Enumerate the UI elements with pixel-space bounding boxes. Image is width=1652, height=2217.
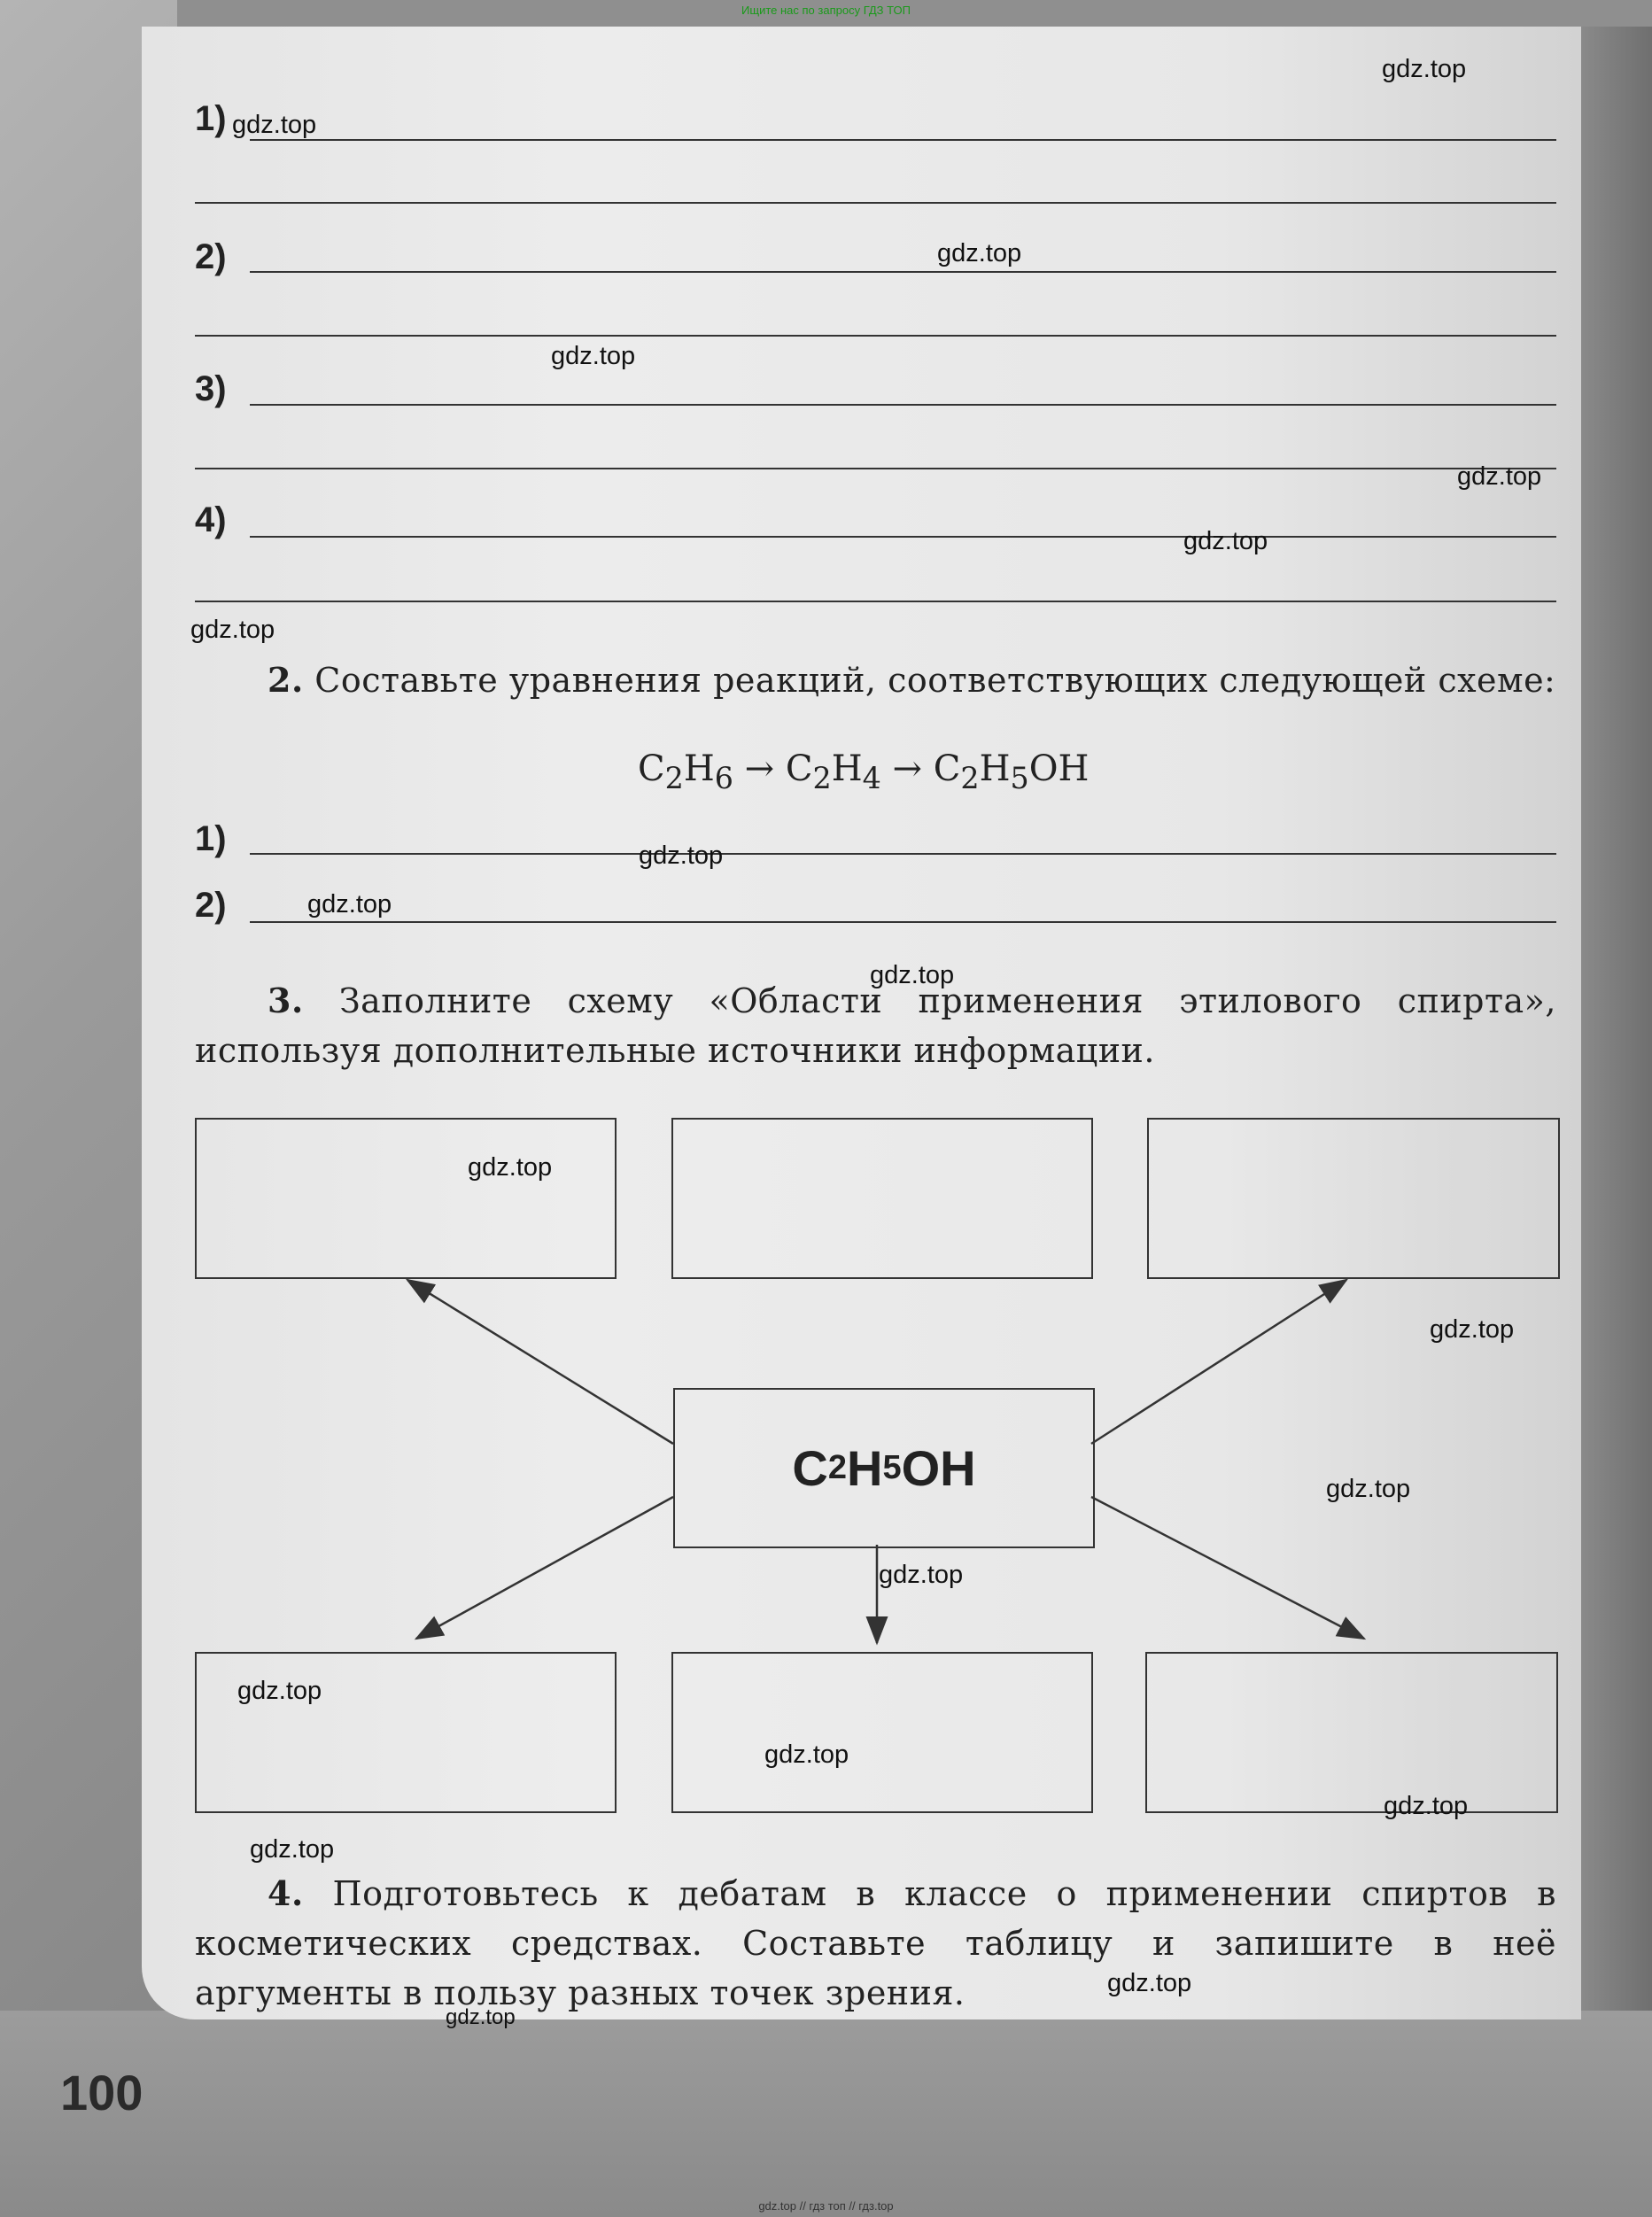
watermark: gdz.top [237, 1677, 322, 1705]
arrow-icon: → [744, 748, 775, 789]
task-3-number: 3. [268, 981, 304, 1020]
watermark: gdz.top [1457, 462, 1542, 491]
top-search-link[interactable]: Ищите нас по запросу ГДЗ ТОП [741, 4, 911, 17]
watermark: gdz.top [937, 239, 1022, 267]
equation-label-2: 2) [195, 886, 227, 925]
watermark: gdz.top [1326, 1475, 1411, 1503]
scheme-box-top-right[interactable] [1147, 1118, 1560, 1279]
watermark: gdz.top [468, 1153, 553, 1182]
equation-label-1: 1) [195, 819, 227, 858]
watermark: gdz.top [551, 342, 636, 370]
scheme-box-top-center[interactable] [671, 1118, 1093, 1279]
answer-label-4: 4) [195, 500, 227, 539]
watermark: gdz.top [1384, 1792, 1469, 1820]
bottom-link[interactable]: gdz.top // гдз топ // гдз.top [758, 2199, 894, 2213]
reaction-scheme: $C_2H_6 \to C_2H_4 \to C_2H_5OH$ [638, 748, 1090, 795]
watermark: gdz.top [639, 841, 724, 870]
answer-label-2: 2) [195, 237, 227, 276]
watermark: gdz.top [190, 616, 275, 644]
watermark: gdz.top [446, 2005, 516, 2029]
page-number: 100 [60, 2065, 143, 2120]
arrow-top-right [1091, 1280, 1346, 1444]
watermark: gdz.top [879, 1561, 964, 1589]
task-4-number: 4. [268, 1873, 304, 1913]
arrow-top-left [407, 1280, 673, 1444]
watermark: gdz.top [1430, 1315, 1515, 1344]
task-2-prompt: Составьте уравнения реакций, соответствующих следующей схеме: [314, 661, 1556, 700]
watermark: gdz.top [307, 890, 392, 919]
watermark: gdz.top [764, 1740, 849, 1769]
task-4-prompt: Подготовьтесь к дебатам в классе о применении спиртов в косметических средствах. Составьте таблицу и запишите в неё аргументы в пользу разных точек зрения. [195, 1874, 1556, 2012]
watermark: gdz.top [870, 961, 955, 989]
scheme-box-bottom-right[interactable] [1145, 1652, 1558, 1813]
arrow-bottom-left [416, 1497, 673, 1639]
task-3-prompt: Заполните схему «Области применения этилового спирта», используя дополнительные источники информации. [195, 981, 1556, 1070]
ethanol-formula-box: C 2 H 5 OH [673, 1388, 1095, 1548]
watermark: gdz.top [1107, 1969, 1192, 1997]
scheme-box-top-left[interactable] [195, 1118, 617, 1279]
watermark: gdz.top [250, 1835, 335, 1864]
task-4-text [195, 1869, 1556, 2018]
scheme-box-bottom-center[interactable] [671, 1652, 1093, 1813]
watermark: gdz.top [1382, 55, 1467, 83]
task-2-number: 2. [268, 660, 304, 700]
answer-label-1: 1) [195, 99, 227, 138]
arrow-icon: → [892, 748, 923, 789]
watermark: gdz.top [1183, 527, 1268, 555]
arrow-bottom-right [1091, 1497, 1364, 1639]
watermark: gdz.top [232, 111, 317, 139]
answer-label-3: 3) [195, 369, 227, 408]
